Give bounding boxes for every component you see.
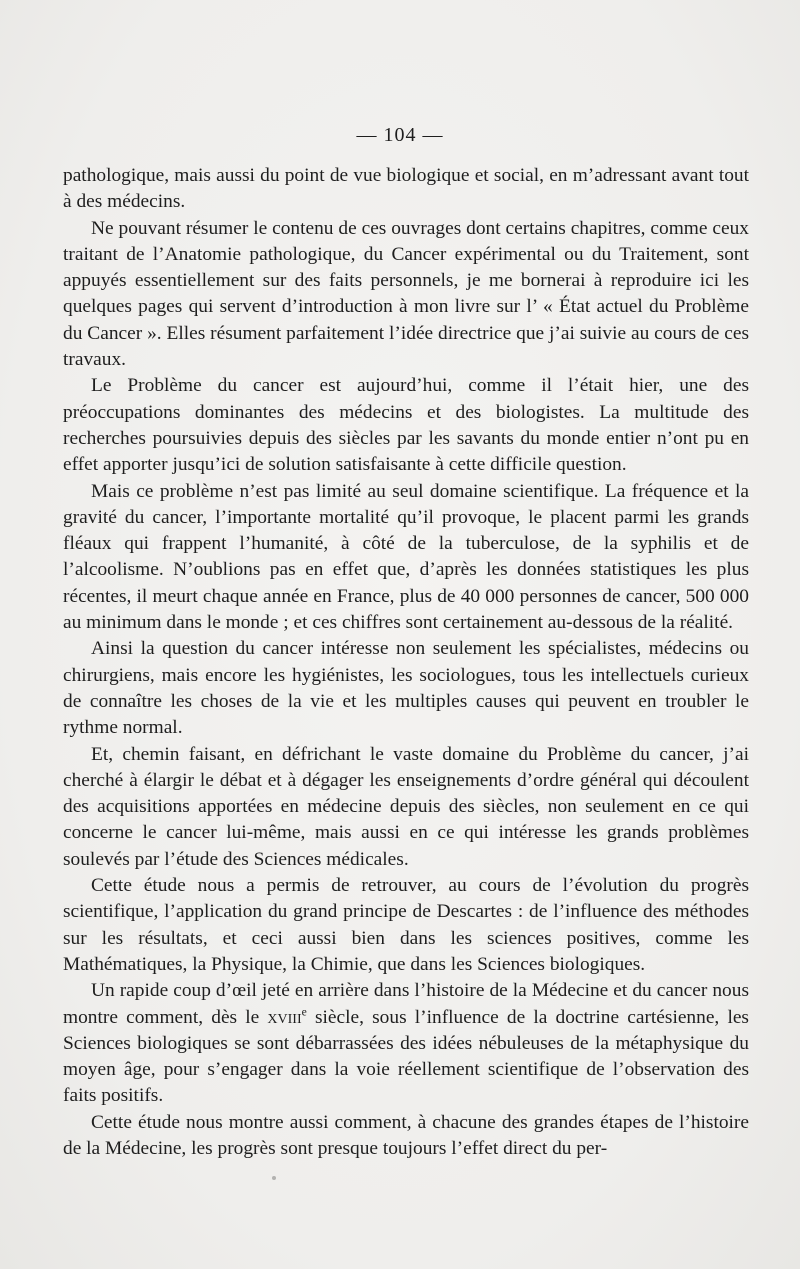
paragraph-descartes: Cette étude nous a permis de retrouver, au cours de l’évolution du progrès scientifique, l’application du grand principe de Descartes : de l’influence des méthodes sur les résultats, et ceci aussi bien dans les sciences positives, comme les Mathématiques, la Physique, la Chimie, que dans les Sciences biologiques. [63,875,749,975]
paragraph-coup-oeil-after: siècle, sous l’influence de la doctrine cartésienne, les Sciences biologiques se sont débarrassées des idées nébuleuses de la métaphysique du moyen âge, pour s’engager dans la voie réellement scientifique de l’observation des faits positifs. [63,1006,749,1107]
scan-speck [272,1176,276,1180]
paragraph-etapes-medecine: Cette étude nous montre aussi comment, à chacune des grandes étapes de l’histoire de la Médecine, les progrès sont presque toujours l’effet direct du per- [63,1111,749,1159]
paragraph-chemin-faisant: Et, chemin faisant, en défrichant le vaste domaine du Problème du cancer, j’ai cherché à élargir le débat et à dégager les enseignements d’ordre général qui découlent des acquisitions apportées en médecine depuis des siècles, non seulement en ce qui concerne le cancer lui-même, mais aussi en ce qui intéresse les grands problèmes soulevés par l’étude des Sciences médicales. [63,743,749,870]
page-number: — 104 — [356,124,444,146]
century-superscript: e [301,1005,307,1019]
body-text [63,163,749,1162]
paragraph-gravite-cancer: Mais ce problème n’est pas limité au seul domaine scientifique. La fréquence et la gravité du cancer, l’importante mortalité qu’il provoque, le placent parmi les grands fléaux qui frappent l’humanité, à côté de la tuberculose, de la syphilis et de l’alcoolisme. N’oublions pas en effet que, d’après les données statistiques les plus récentes, il meurt chaque année en France, plus de 40 000 personnes de cancer, 500 000 au minimum dans le monde ; et ces chiffres sont certainement au-dessous de la réalité. [63,480,749,634]
paragraph-coup-oeil-before: Un rapide coup d’œil jeté en arrière dans l’histoire de la Médecine et du cancer nous montre comment, dès le [63,980,749,1028]
paragraph-contenu-ouvrages: Ne pouvant résumer le contenu de ces ouvrages dont certains chapitres, comme ceux traitant de l’Anatomie pathologique, du Cancer expérimental ou du Traitement, sont appuyés essentiellement sur des faits personnels, je me bornerai à reproduire ici les quelques pages qui servent d’introduction à mon livre sur l’ « État actuel du Problème du Cancer ». Elles résument parfaitement l’idée directrice que j’ai suivie au cours de ces travaux. [63,217,749,371]
paragraph-question-cancer: Ainsi la question du cancer intéresse non seulement les spécialistes, médecins ou chirurgiens, mais encore les hygiénistes, les sociologues, tous les intellectuels curieux de connaître les choses de la vie et les multiples causes qui peuvent en troubler le rythme normal. [63,638,749,739]
paragraph-continuation: pathologique, mais aussi du point de vue biologique et social, en m’adressant avant tout à des médecins. [63,165,749,213]
paragraph-probleme-cancer: Le Problème du cancer est aujourd’hui, comme il l’était hier, une des préoccupations dominantes des médecins et des biologistes. La multitude des recherches poursuivies depuis des siècles par les savants du monde entier n’ont pu en effet apporter jusqu’ici de solution satisfaisante à cette difficile question. [63,375,749,476]
paragraph-coup-oeil [63,978,749,1109]
century-numeral: xviii [267,1006,302,1028]
